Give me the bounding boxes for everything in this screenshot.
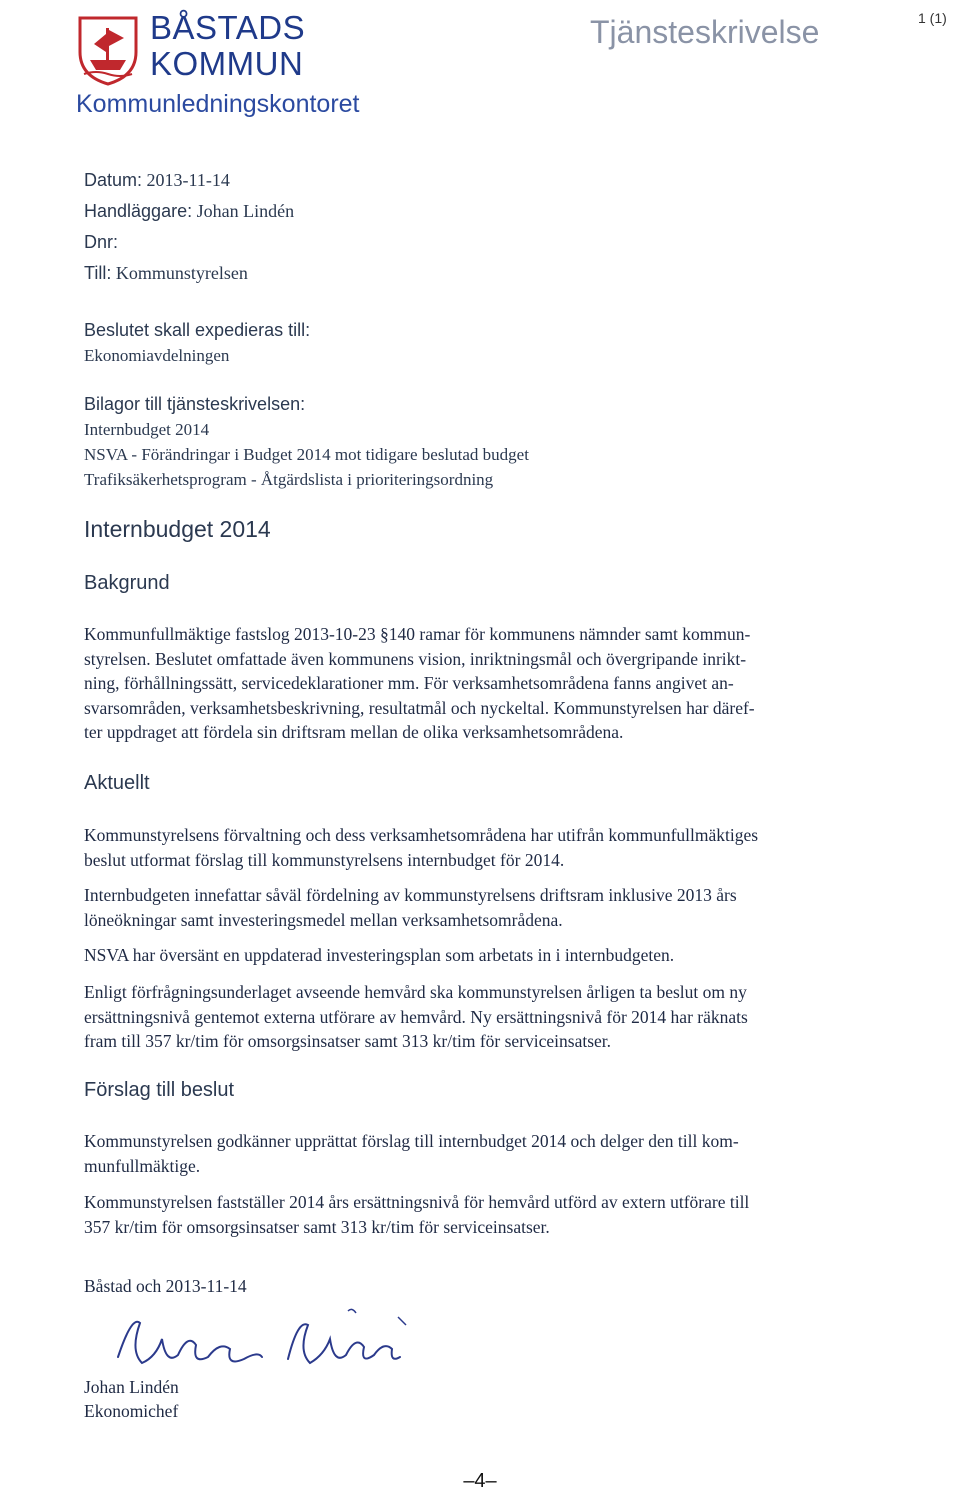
- handwritten-signature: [112, 1305, 412, 1377]
- text-line: fram till 357 kr/tim för omsorgsinsatser samt 313 kr/tim för serviceinsatser.: [84, 1031, 612, 1051]
- text-line: ersättningsnivå gentemot externa utförare av hemvård. Ny ersättningsnivå för 2014 har räknats: [84, 1006, 748, 1027]
- meta-to: [84, 258, 294, 289]
- document-meta: [84, 165, 294, 289]
- to-value: Kommunstyrelsen: [115, 263, 248, 283]
- text-line: styrelsen. Beslutet omfattade även kommunens vision, inriktningsmål och övergripande inrikt-: [84, 648, 747, 669]
- attachment-item: Trafiksäkerhetsprogram - Åtgärdslista i prioriteringsordning: [84, 470, 494, 489]
- signer-role: Ekonomichef: [84, 1401, 179, 1421]
- page-number: 1 (1): [918, 10, 947, 26]
- meta-date: [84, 165, 294, 196]
- handler-label: Handläggare:: [84, 201, 193, 221]
- dispatch-value: Ekonomiavdelningen: [84, 346, 230, 365]
- proposal-paragraph-1: [84, 1129, 934, 1178]
- current-paragraph-4: [84, 980, 934, 1054]
- attachments-block: [84, 392, 529, 492]
- document-type: Tjänsteskrivelse: [590, 14, 820, 50]
- document-title: Internbudget 2014: [84, 516, 271, 542]
- section-heading-current: Aktuellt: [84, 772, 150, 794]
- text-line: munfullmäktige.: [84, 1155, 201, 1176]
- text-line: Kommunstyrelsen fastställer 2014 års ersättningsnivå för hemvård utförd av extern utförare till: [84, 1192, 750, 1212]
- text-line: Enligt förfrågningsunderlaget avseende hemvård ska kommunstyrelsen årligen ta beslut om ny: [84, 982, 747, 1002]
- current-paragraph-1: [84, 823, 934, 872]
- attachment-item: Internbudget 2014: [84, 420, 210, 439]
- current-paragraph-3: [84, 943, 934, 968]
- text-line: Kommunstyrelsens förvaltning och dess verksamhetsområdena har utifrån kommunfullmäktiges: [84, 825, 759, 845]
- text-line: Kommunfullmäktige fastslog 2013-10-23 §140 ramar för kommunens nämnder samt kommun-: [84, 624, 751, 644]
- background-paragraph: [84, 622, 934, 745]
- signer-name: Johan Lindén: [84, 1377, 179, 1397]
- to-label: Till:: [84, 263, 112, 283]
- meta-handler: [84, 196, 294, 227]
- dnr-label: Dnr:: [84, 232, 119, 252]
- dispatch-block: [84, 318, 310, 368]
- text-line: 357 kr/tim för omsorgsinsatser samt 313 kr/tim för serviceinsatser.: [84, 1216, 550, 1237]
- signoff-place-date: Båstad och 2013-11-14: [84, 1276, 247, 1296]
- signer-block: [84, 1375, 179, 1423]
- text-line: NSVA har översänt en uppdaterad investeringsplan som arbetats in i internbudgeten.: [84, 945, 675, 965]
- date-value: 2013-11-14: [146, 170, 230, 190]
- text-line: Kommunstyrelsen godkänner upprättat förslag till internbudget 2014 och delger den till kom-: [84, 1131, 739, 1151]
- dispatch-label: Beslutet skall expedieras till:: [84, 320, 311, 340]
- attachments-label: Bilagor till tjänsteskrivelsen:: [84, 394, 306, 414]
- organization-name-line1: BÅSTADS: [150, 9, 306, 46]
- current-paragraph-2: [84, 883, 934, 932]
- proposal-paragraph-2: [84, 1190, 934, 1239]
- organization-name: [150, 10, 305, 82]
- section-heading-proposal: Förslag till beslut: [84, 1079, 235, 1101]
- text-line: ter uppdraget att fördela sin driftsram mellan de olika verksamhetsområdena.: [84, 722, 624, 742]
- handler-value: Johan Lindén: [196, 201, 295, 221]
- municipal-crest-logo: [76, 14, 140, 86]
- section-heading-background: Bakgrund: [84, 572, 170, 594]
- office-name: Kommunledningskontoret: [76, 90, 360, 118]
- text-line: beslut utformat förslag till kommunstyrelsens internbudget för 2014.: [84, 849, 565, 870]
- meta-dnr: [84, 227, 294, 258]
- attachment-item: NSVA - Förändringar i Budget 2014 mot tidigare beslutad budget: [84, 445, 529, 464]
- date-label: Datum:: [84, 170, 143, 190]
- organization-name-line2: KOMMUN: [150, 45, 304, 82]
- text-line: löneökningar samt investeringsmedel mellan verksamhetsområdena.: [84, 909, 563, 930]
- text-line: Internbudgeten innefattar såväl fördelning av kommunstyrelsens driftsram inklusive 2013 års: [84, 885, 737, 905]
- text-line: ning, förhållningssätt, servicedeklarationer mm. För verksamhetsområdena fanns angivet an-: [84, 673, 734, 693]
- page-footer-number: –4–: [463, 1470, 497, 1492]
- text-line: svarsområden, verksamhetsbeskrivning, resultatmål och nyckeltal. Kommunstyrelsen har däref-: [84, 697, 755, 718]
